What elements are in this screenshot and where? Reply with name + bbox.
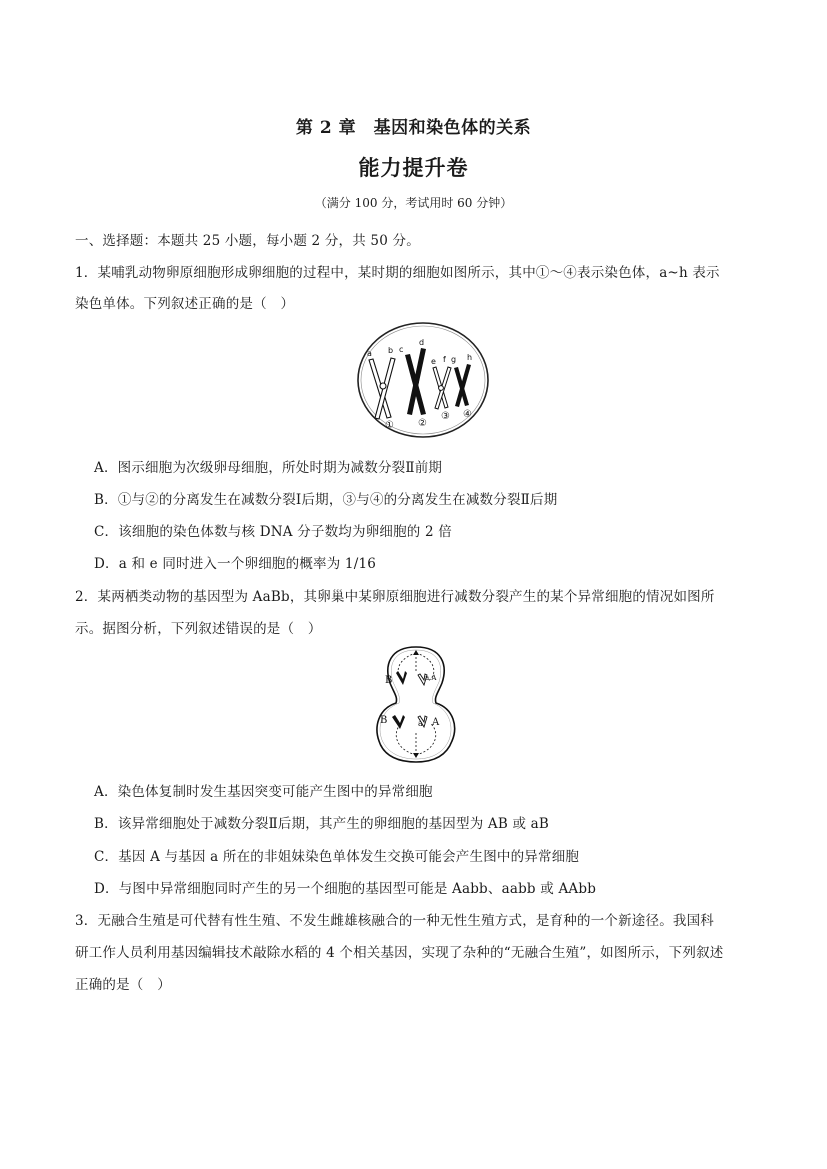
label-bottom-a-upper: A	[432, 717, 440, 728]
q3-stem-line2: 研工作人员利用基因编辑技术敲除水稻的 4 个相关基因，实现了杂种的“无融合生殖”，如图所示，下列叙述	[75, 945, 724, 961]
chapter-title: 第 2 章 基因和染色体的关系	[295, 118, 532, 138]
q1-option-b[interactable]: B．①与②的分离发生在减数分裂Ⅰ后期，③与④的分离发生在减数分裂Ⅱ后期	[94, 492, 558, 508]
q2-cell-figure	[372, 643, 460, 765]
q1-stem-line1: 1．某哺乳动物卵原细胞形成卵细胞的过程中，某时期的细胞如图所示，其中①～④表示染色体，a~h 表示	[75, 265, 720, 281]
score-note: （满分 100 分，考试用时 60 分钟）	[314, 196, 513, 210]
label-g: g	[451, 355, 457, 364]
label-top-b: B	[385, 675, 393, 686]
q1-option-a[interactable]: A．图示细胞为次级卵母细胞，所处时期为减数分裂Ⅱ前期	[94, 460, 443, 476]
q2-option-c[interactable]: C．基因 A 与基因 a 所在的非姐妹染色单体发生交换可能会产生图中的异常细胞	[94, 849, 580, 865]
label-b: b	[388, 346, 394, 355]
label-h: h	[467, 353, 473, 362]
q2-option-d[interactable]: D．与图中异常细胞同时产生的另一个细胞的基因型可能是 Aabb、aabb 或 AAbb	[94, 881, 597, 897]
label-n4: ④	[463, 409, 472, 420]
label-e: e	[431, 357, 436, 366]
label-c: c	[399, 345, 404, 354]
q1-stem-line2: 染色单体。下列叙述正确的是（ ）	[75, 296, 295, 312]
q2-option-a[interactable]: A．染色体复制时发生基因突变可能产生图中的异常细胞	[94, 784, 433, 800]
q2-option-b[interactable]: B．该异常细胞处于减数分裂Ⅱ后期，其产生的卵细胞的基因型为 AB 或 aB	[94, 816, 550, 832]
exam-subtitle: 能力提升卷	[358, 155, 469, 180]
label-d: d	[419, 338, 425, 347]
label-f: f	[443, 355, 446, 364]
label-top-aa: a A	[425, 674, 437, 682]
q2-stem-line2: 示。据图分析，下列叙述错误的是（ ）	[75, 621, 322, 637]
label-bottom-b: B	[380, 715, 388, 726]
q1-option-d[interactable]: D．a 和 e 同时进入一个卵细胞的概率为 1/16	[94, 556, 377, 572]
label-a: a	[367, 349, 372, 358]
label-n3: ③	[441, 411, 450, 422]
q2-stem-line1: 2．某两栖类动物的基因型为 AaBb，其卵巢中某卵原细胞进行减数分裂产生的某个异常细胞的情况如图所	[75, 589, 715, 605]
label-n2: ②	[418, 418, 427, 429]
q1-option-c[interactable]: C．该细胞的染色体数与核 DNA 分子数均为卵细胞的 2 倍	[94, 524, 452, 540]
q3-stem-line1: 3．无融合生殖是可代替有性生殖、不发生雌雄核融合的一种无性生殖方式，是育种的一个新途径。我国科	[75, 913, 714, 929]
label-bottom-a: a	[418, 719, 423, 728]
q3-stem-line3: 正确的是（ ）	[75, 977, 171, 993]
q1-cell-figure	[355, 320, 491, 440]
label-n1: ①	[385, 420, 394, 431]
section-heading: 一、选择题：本题共 25 小题，每小题 2 分，共 50 分。	[75, 233, 420, 249]
